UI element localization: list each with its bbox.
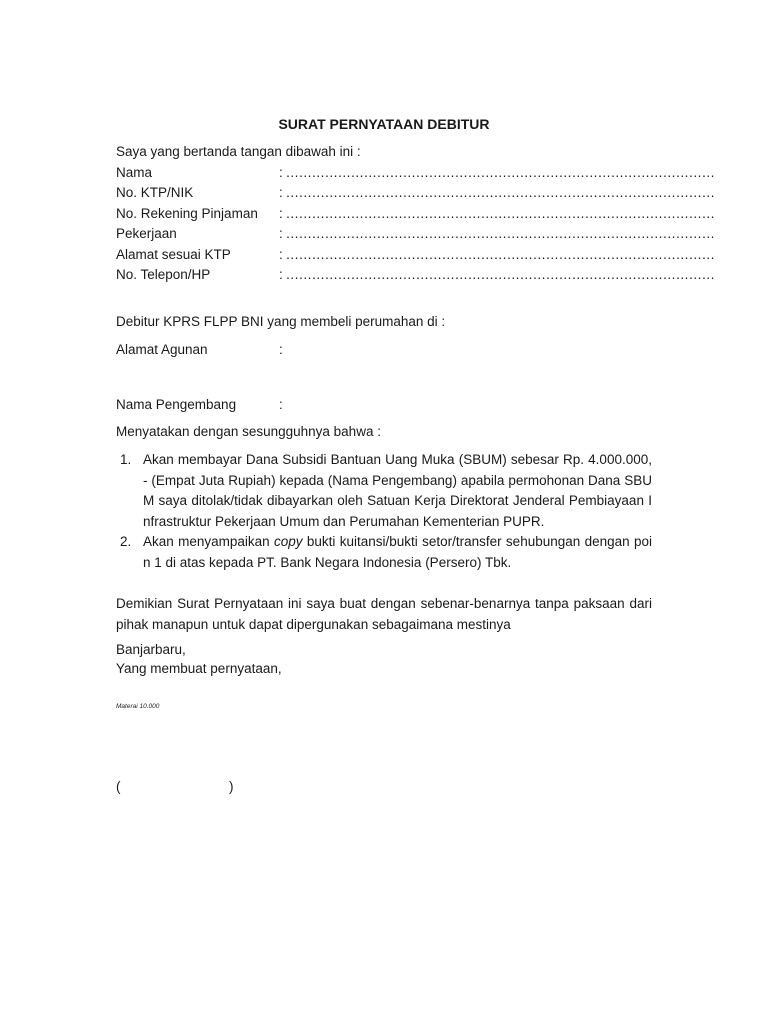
field-label: Nama <box>116 165 153 180</box>
signature-close-paren: ) <box>229 779 234 794</box>
field-row-pekerjaan <box>116 224 715 244</box>
materai-label: Materai 10.000 <box>116 703 160 710</box>
field-row-ktp <box>116 183 715 203</box>
field-value: : ……………………………………………………………………………………… <box>279 226 715 242</box>
list-item <box>116 532 652 573</box>
statement-text <box>143 532 652 573</box>
field-value: : ……………………………………………………………………………………… <box>279 246 715 262</box>
maker-text: Yang membuat pernyataan, <box>116 661 282 676</box>
field-value: : ……………………………………………………………………………………… <box>279 205 715 221</box>
alamat-agunan-label: Alamat Agunan <box>116 342 208 357</box>
place-text: Banjarbaru, <box>116 642 186 657</box>
field-value: : ……………………………………………………………………………………… <box>279 185 715 201</box>
closing-paragraph: Demikian Surat Pernyataan ini saya buat dengan sebenar-benarnya tanpa paksaan dari pihak manapun untuk dapat dipergunakan sebagaimana mestinya <box>116 596 652 632</box>
list-number: 2. <box>120 534 132 549</box>
field-label: No. Telepon/HP <box>116 266 211 282</box>
field-row-alamat <box>116 245 715 265</box>
field-value: : ……………………………………………………………………………………… <box>279 266 715 282</box>
list-number: 1. <box>120 452 132 467</box>
statement-text-before: Akan menyampaikan <box>143 534 274 549</box>
field-row-rekening <box>116 204 715 224</box>
field-row-telepon <box>116 265 715 285</box>
field-row-nama <box>116 163 715 183</box>
field-value: : ……………………………………………………………………………………… <box>279 165 715 180</box>
field-label: No. KTP/NIK <box>116 185 194 201</box>
statement-text-after: bukti kuitansi/bukti setor/transfer sehubungan dengan poin 1 di atas kepada PT. Bank Negara Indonesia (Persero) Tbk. <box>143 534 652 570</box>
field-label: Alamat sesuai KTP <box>116 246 231 262</box>
alamat-agunan-colon: : <box>279 342 283 357</box>
signature-open-paren: ( <box>116 779 121 794</box>
field-label: Pekerjaan <box>116 226 177 242</box>
statement-text: Akan membayar Dana Subsidi Bantuan Uang Muka (SBUM) sebesar Rp. 4.000.000,- (Empat Juta Rupiah) kepada (Nama Pengembang) apabila permohonan Dana SBUM saya ditolak/tidak dibayarkan oleh Satuan Kerja Direktorat Jenderal Pembiayaan Infrastruktur Pekerjaan Umum dan Perumahan Kementerian PUPR. <box>143 452 652 529</box>
list-item <box>116 450 652 532</box>
field-label: No. Rekening Pinjaman <box>116 205 258 221</box>
debitur-line: Debitur KPRS FLPP BNI yang membeli perumahan di : <box>116 314 446 329</box>
identity-fields <box>116 163 715 285</box>
statement-list <box>116 450 652 573</box>
declaration-heading: Menyatakan dengan sesungguhnya bahwa : <box>116 424 381 439</box>
nama-pengembang-label: Nama Pengembang <box>116 397 237 412</box>
nama-pengembang-colon: : <box>279 397 283 412</box>
document-title: SURAT PERNYATAAN DEBITUR <box>278 116 490 132</box>
intro-text: Saya yang bertanda tangan dibawah ini : <box>116 144 361 159</box>
statement-text-italic: copy <box>273 534 303 549</box>
